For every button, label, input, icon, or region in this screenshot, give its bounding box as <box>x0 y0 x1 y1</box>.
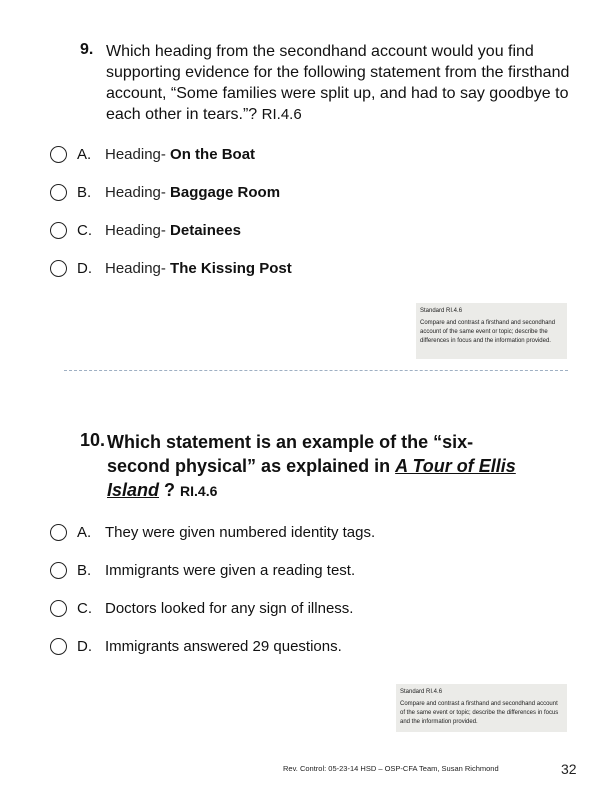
answer-bubble[interactable] <box>50 600 67 617</box>
standard-title: Standard RI.4.6 <box>400 689 443 695</box>
section-divider <box>64 370 568 371</box>
q9-option-d[interactable] <box>50 256 292 280</box>
answer-bubble[interactable] <box>50 638 67 655</box>
option-text: Heading- Detainees <box>105 221 241 239</box>
question-9-number: 9. <box>80 41 94 58</box>
q10-option-d[interactable] <box>50 634 342 658</box>
q9-option-b[interactable] <box>50 180 280 204</box>
standard-box-q10 <box>396 684 567 732</box>
answer-bubble[interactable] <box>50 146 67 163</box>
option-letter: D. <box>77 637 92 655</box>
option-letter: B. <box>77 561 92 579</box>
answer-bubble[interactable] <box>50 260 67 277</box>
question-10-standard-tag: RI.4.6 <box>180 483 218 499</box>
question-10-number: 10. <box>80 430 106 450</box>
option-text: Heading- The Kissing Post <box>105 259 292 277</box>
question-10-prompt <box>107 430 520 503</box>
option-letter: C. <box>77 221 92 239</box>
q10-option-a[interactable] <box>50 520 375 544</box>
question-10 <box>80 430 520 503</box>
answer-bubble[interactable] <box>50 222 67 239</box>
standard-text: Compare and contrast a firsthand and secondhand account of the same event or topic; describe the differences in focus and the information provided. <box>400 701 559 725</box>
question-9 <box>80 41 580 125</box>
question-9-text: Which heading from the secondhand account would you find supporting evidence for the following statement from the firsthand account, “Some families were split up, and had to say goodbye to each other in tears.”? <box>106 43 570 123</box>
option-text: Doctors looked for any sign of illness. <box>105 599 354 617</box>
option-text: Immigrants answered 29 questions. <box>105 637 342 655</box>
standard-box-q9 <box>416 303 567 359</box>
standard-text: Compare and contrast a firsthand and secondhand account of the same event or topic; describe the differences in focus and the information provided. <box>420 320 556 344</box>
q10-option-b[interactable] <box>50 558 355 582</box>
option-letter: B. <box>77 183 92 201</box>
option-text: Heading- On the Boat <box>105 145 256 163</box>
question-9-prompt <box>106 41 580 125</box>
question-10-end: ? <box>164 480 176 500</box>
question-10-text: Which statement is an example of the “six-second physical” as explained in <box>107 432 474 476</box>
q10-option-c[interactable] <box>50 596 353 620</box>
book-title: A Tour of Ellis Island <box>107 456 516 500</box>
answer-bubble[interactable] <box>50 524 67 541</box>
revision-footer: Rev. Control: 05-23-14 HSD – OSP-CFA Team, Susan Richmond <box>283 764 499 773</box>
option-letter: A. <box>77 523 92 541</box>
option-text: They were given numbered identity tags. <box>105 523 376 541</box>
option-letter: D. <box>77 259 92 277</box>
option-letter: A. <box>77 145 92 163</box>
q9-option-c[interactable] <box>50 218 241 242</box>
answer-bubble[interactable] <box>50 184 67 201</box>
page-number: 32 <box>561 761 577 777</box>
answer-bubble[interactable] <box>50 562 67 579</box>
option-text: Immigrants were given a reading test. <box>105 561 356 579</box>
option-letter: C. <box>77 599 92 617</box>
option-text: Heading- Baggage Room <box>105 183 281 201</box>
standard-title: Standard RI.4.6 <box>420 308 463 314</box>
q9-option-a[interactable] <box>50 142 255 166</box>
question-9-standard-tag: RI.4.6 <box>261 106 302 123</box>
